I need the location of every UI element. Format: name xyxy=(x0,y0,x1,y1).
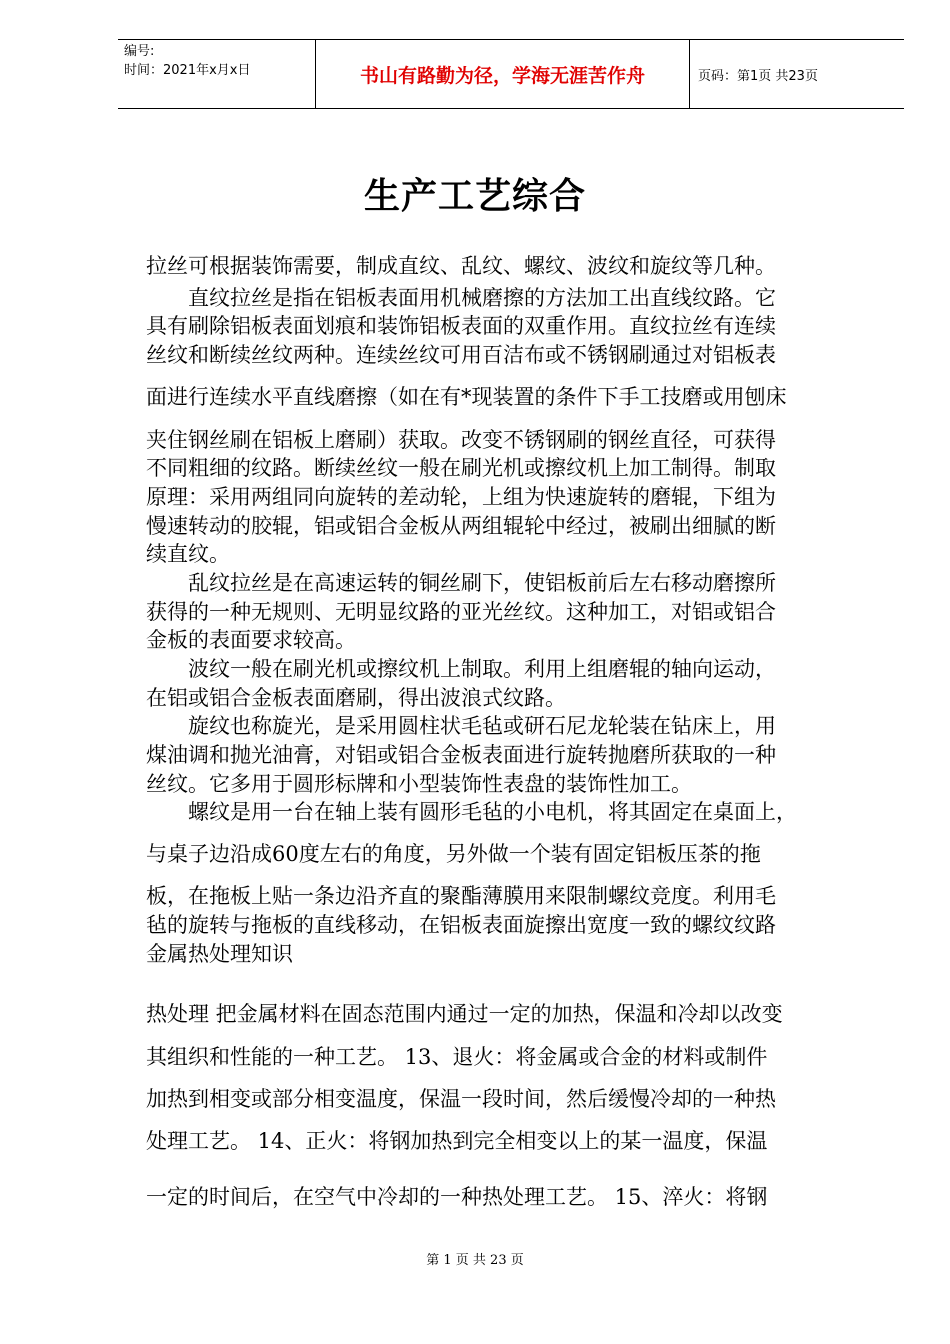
text-line: 金板的表面要求较高。 xyxy=(146,628,356,652)
text-line: 丝纹。它多用于圆形标牌和小型装饰性表盘的装饰性加工。 xyxy=(146,772,692,796)
header-table xyxy=(118,39,904,109)
text-line: 毡的旋转与拖板的直线移动，在铝板表面旋擦出宽度一致的螺纹纹路 xyxy=(146,913,776,937)
doc-number-label: 编号: xyxy=(124,44,155,59)
text-line: 煤油调和抛光油膏，对铝或铝合金板表面进行旋转抛磨所获取的一种 xyxy=(146,743,776,767)
text-line: 板，在拖板上贴一条边沿齐直的聚酯薄膜用来限制螺纹竞度。利用毛 xyxy=(146,884,776,908)
text-line: 与桌子边沿成60度左右的角度，另外做一个装有固定铝板压茶的拖 xyxy=(146,842,761,866)
text-line: 夹住钢丝刷在铝板上磨刷）获取。改变不锈钢刷的钢丝直径，可获得 xyxy=(146,428,776,452)
text-line: 其组织和性能的一种工艺。 13、退火：将金属或合金的材料或制件 xyxy=(146,1045,768,1069)
text-line: 乱纹拉丝是在高速运转的铜丝刷下，使铝板前后左右移动磨擦所 xyxy=(146,571,776,595)
doc-time-label: 时间：2021年x月x日 xyxy=(124,63,251,78)
text-line: 续直纹。 xyxy=(146,542,230,566)
text-line: 波纹一般在刷光机或擦纹机上制取。利用上组磨辊的轴向运动， xyxy=(146,657,776,681)
text-line: 具有刷除铝板表面划痕和装饰铝板表面的双重作用。直纹拉丝有连续 xyxy=(146,314,776,338)
text-line: 螺纹是用一台在轴上装有圆形毛毡的小电机，将其固定在桌面上， xyxy=(146,800,797,824)
text-line: 直纹拉丝是指在铝板表面用机械磨擦的方法加工出直线纹路。它 xyxy=(146,286,776,310)
header-page-cell xyxy=(690,40,904,108)
text-line: 拉丝可根据装饰需要，制成直纹、乱纹、螺纹、波纹和旋纹等几种。 xyxy=(146,254,776,278)
page-footer: 第 1 页 共 23 页 xyxy=(426,1253,524,1268)
text-line: 丝纹和断续丝纹两种。连续丝纹可用百洁布或不锈钢刷通过对铝板表 xyxy=(146,343,776,367)
text-line: 加热到相变或部分相变温度，保温一段时间，然后缓慢冷却的一种热 xyxy=(146,1087,776,1111)
header-motto: 书山有路勤为径，学海无涯苦作舟 xyxy=(359,64,645,87)
header-motto-cell xyxy=(316,40,690,108)
text-line: 获得的一种无规则、无明显纹路的亚光丝纹。这种加工，对铝或铝合 xyxy=(146,600,776,624)
text-line: 一定的时间后，在空气中冷却的一种热处理工艺。 15、淬火：将钢 xyxy=(146,1185,768,1209)
page-title: 生产工艺综合 xyxy=(363,176,586,217)
text-line: 旋纹也称旋光，是采用圆柱状毛毡或研石尼龙轮装在钻床上，用 xyxy=(146,714,776,738)
text-line: 面进行连续水平直线磨擦（如在有*现装置的条件下手工技磨或用刨床 xyxy=(146,385,787,409)
text-line: 金属热处理知识 xyxy=(146,942,293,966)
text-line: 在铝或铝合金板表面磨刷，得出波浪式纹路。 xyxy=(146,686,566,710)
text-line: 不同粗细的纹路。断续丝纹一般在刷光机或擦纹机上加工制得。制取 xyxy=(146,456,776,480)
text-line: 原理：采用两组同向旋转的差动轮，上组为快速旋转的磨辊，下组为 xyxy=(146,485,776,509)
header-page-info: 页码：第1页 共23页 xyxy=(698,68,818,84)
header-meta xyxy=(118,40,316,108)
text-line: 处理工艺。 14、正火：将钢加热到完全相变以上的某一温度，保温 xyxy=(146,1129,768,1153)
text-line: 热处理 把金属材料在固态范围内通过一定的加热，保温和冷却以改变 xyxy=(146,1002,783,1026)
text-line: 慢速转动的胶辊，铝或铝合金板从两组辊轮中经过，被刷出细腻的断 xyxy=(146,514,776,538)
